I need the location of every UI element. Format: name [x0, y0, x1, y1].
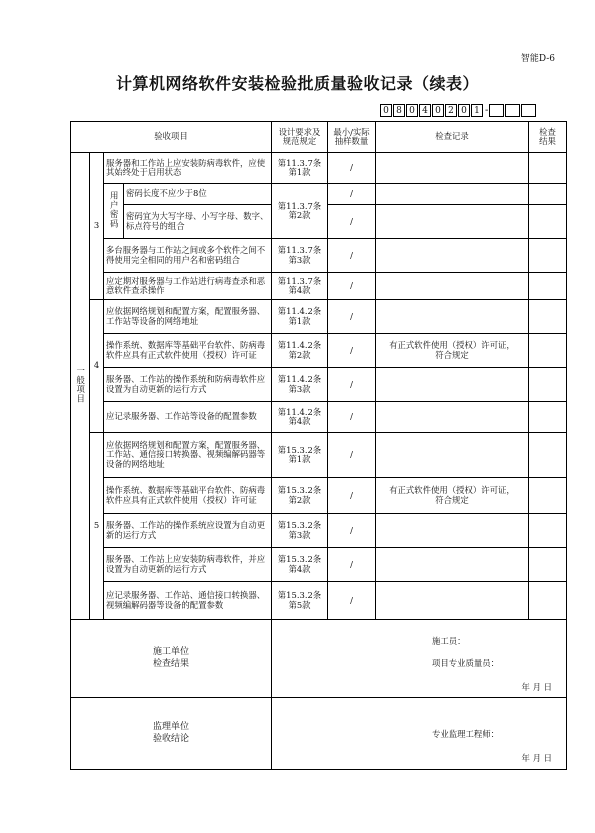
header-sample: 最小/实际 抽样数量 [328, 122, 376, 153]
item-content: 应依据网络规划和配置方案，配置服务器、工作站、通信接口转换器、视频编解码器等设备的网络地址 [104, 433, 272, 478]
construction-label: 施工单位 检查结果 [71, 620, 272, 698]
item-content: 服务器和工作站上应安装防病毒软件，应使其始终处于启用状态 [104, 153, 272, 184]
code-digit[interactable]: 0 [406, 104, 418, 117]
sample-count[interactable]: / [328, 433, 376, 478]
check-result[interactable] [529, 300, 567, 334]
supervision-row [71, 698, 567, 770]
check-result[interactable] [529, 334, 567, 368]
code-digit[interactable] [489, 104, 504, 117]
code-digit[interactable]: 2 [445, 104, 457, 117]
header-record: 检查记录 [376, 122, 529, 153]
design-ref: 第15.3.2条 第3款 [272, 514, 328, 548]
header-design: 设计要求及 规范规定 [272, 122, 328, 153]
check-record[interactable] [376, 402, 529, 433]
item-content: 密码长度不应少于8位 [124, 184, 272, 205]
design-ref: 第15.3.2条 第1款 [272, 433, 328, 478]
inspection-lot-code [380, 104, 537, 117]
design-ref: 第15.3.2条 第5款 [272, 582, 328, 620]
item-content: 操作系统、数据库等基础平台软件、防病毒软件应具有正式软件使用（授权）许可证 [104, 478, 272, 514]
item-content: 服务器、工作站上应安装防病毒软件，并应设置为自动更新的运行方式 [104, 548, 272, 582]
construction-row [71, 620, 567, 698]
code-digit[interactable]: 4 [419, 104, 431, 117]
sample-count[interactable]: / [328, 548, 376, 582]
table-row [71, 184, 567, 205]
item-content: 操作系统、数据库等基础平台软件、防病毒软件应具有正式软件使用（授权）许可证 [104, 334, 272, 368]
page-title: 计算机网络软件安装检验批质量验收记录（续表） [115, 74, 479, 93]
sample-count[interactable]: / [328, 582, 376, 620]
code-digit[interactable] [505, 104, 520, 117]
supervision-signoff[interactable] [272, 698, 567, 770]
table-row [71, 478, 567, 514]
table-row [71, 548, 567, 582]
group-number: 5 [90, 433, 104, 620]
check-record[interactable] [376, 300, 529, 334]
table-row [71, 433, 567, 478]
table-row [71, 273, 567, 300]
general-items-text: 一般项目 [75, 366, 86, 404]
item-content: 服务器、工作站的操作系统应设置为自动更新的运行方式 [104, 514, 272, 548]
sample-count[interactable]: / [328, 273, 376, 300]
quality-inspector-label: 项目专业质量员： [432, 658, 499, 668]
check-record[interactable] [376, 582, 529, 620]
check-result[interactable] [529, 514, 567, 548]
check-result[interactable] [529, 184, 567, 205]
design-ref: 第15.3.2条 第4款 [272, 548, 328, 582]
code-digit[interactable]: 1 [471, 104, 483, 117]
header-item: 验收项目 [71, 122, 272, 153]
design-ref: 第11.4.2条 第2款 [272, 334, 328, 368]
header-result: 检查 结果 [529, 122, 567, 153]
design-ref: 第11.4.2条 第1款 [272, 300, 328, 334]
check-record[interactable]: 有正式软件使用（授权）许可证， 符合规定 [376, 334, 529, 368]
table-row [71, 153, 567, 184]
check-record[interactable] [376, 205, 529, 239]
general-items-label [71, 153, 90, 620]
design-ref: 第11.3.7条 第1款 [272, 153, 328, 184]
check-record[interactable] [376, 514, 529, 548]
construction-worker-label: 施工员： [432, 636, 466, 646]
item-content: 应记录服务器、工作站等设备的配置参数 [104, 402, 272, 433]
check-result[interactable] [529, 205, 567, 239]
sample-count[interactable]: / [328, 514, 376, 548]
check-record[interactable] [376, 184, 529, 205]
check-record[interactable] [376, 153, 529, 184]
supervision-engineer-label: 专业监理工程师： [432, 729, 499, 739]
table-row [71, 300, 567, 334]
design-ref: 第11.3.7条 第2款 [272, 184, 328, 239]
code-digit[interactable]: 0 [432, 104, 444, 117]
construction-date: 年 月 日 [521, 682, 552, 692]
table-row [71, 582, 567, 620]
table-row [71, 334, 567, 368]
sample-count[interactable]: / [328, 184, 376, 205]
user-password-text: 用户密码 [109, 191, 120, 229]
code-digit[interactable]: 0 [380, 104, 392, 117]
construction-signoff[interactable] [272, 620, 567, 698]
check-result[interactable] [529, 433, 567, 478]
check-result[interactable] [529, 273, 567, 300]
item-content: 应依据网络规划和配置方案，配置服务器、工作站等设备的网络地址 [104, 300, 272, 334]
sample-count[interactable]: / [328, 153, 376, 184]
table-row [71, 514, 567, 548]
sample-count[interactable]: / [328, 300, 376, 334]
check-result[interactable] [529, 153, 567, 184]
supervision-label: 监理单位 验收结论 [71, 698, 272, 770]
check-result[interactable] [529, 239, 567, 273]
design-ref: 第11.4.2条 第4款 [272, 402, 328, 433]
check-result[interactable] [529, 478, 567, 514]
check-record[interactable] [376, 239, 529, 273]
sample-count[interactable]: / [328, 368, 376, 402]
design-ref: 第11.4.2条 第3款 [272, 368, 328, 402]
code-digit[interactable]: 0 [458, 104, 470, 117]
table-row [71, 239, 567, 273]
code-separator: - [485, 105, 489, 116]
check-record[interactable]: 有正式软件使用（授权）许可证， 符合规定 [376, 478, 529, 514]
check-result[interactable] [529, 548, 567, 582]
check-record[interactable] [376, 433, 529, 478]
check-record[interactable] [376, 368, 529, 402]
inspection-table [70, 121, 567, 770]
group-number: 4 [90, 300, 104, 433]
form-code: 智能D-6 [520, 54, 555, 64]
item-content: 密码宜为大写字母、小写字母、数字、标点符号的组合 [124, 205, 272, 239]
supervision-date: 年 月 日 [521, 753, 552, 763]
item-content: 应定期对服务器与工作站进行病毒查杀和恶意软件查杀操作 [104, 273, 272, 300]
table-row [71, 402, 567, 433]
table-header-row [71, 122, 567, 153]
item-content: 服务器、工作站的操作系统和防病毒软件应设置为自动更新的运行方式 [104, 368, 272, 402]
item-content: 多台服务器与工作站之间或多个软件之间不得使用完全相同的用户名和密码组合 [104, 239, 272, 273]
sample-count[interactable]: / [328, 239, 376, 273]
design-ref: 第15.3.2条 第2款 [272, 478, 328, 514]
check-result[interactable] [529, 402, 567, 433]
sample-count[interactable]: / [328, 334, 376, 368]
group-number: 3 [90, 153, 104, 300]
table-row [71, 368, 567, 402]
check-record[interactable] [376, 273, 529, 300]
sample-count[interactable]: / [328, 402, 376, 433]
check-result[interactable] [529, 582, 567, 620]
sample-count[interactable]: / [328, 478, 376, 514]
code-digit[interactable]: 8 [393, 104, 405, 117]
item-content: 应记录服务器、工作站、通信接口转换器、视频编解码器等设备的配置参数 [104, 582, 272, 620]
user-password-label [104, 184, 124, 239]
code-digit[interactable] [521, 104, 536, 117]
design-ref: 第11.3.7条 第4款 [272, 273, 328, 300]
check-result[interactable] [529, 368, 567, 402]
check-record[interactable] [376, 548, 529, 582]
sample-count[interactable]: / [328, 205, 376, 239]
design-ref: 第11.3.7条 第3款 [272, 239, 328, 273]
